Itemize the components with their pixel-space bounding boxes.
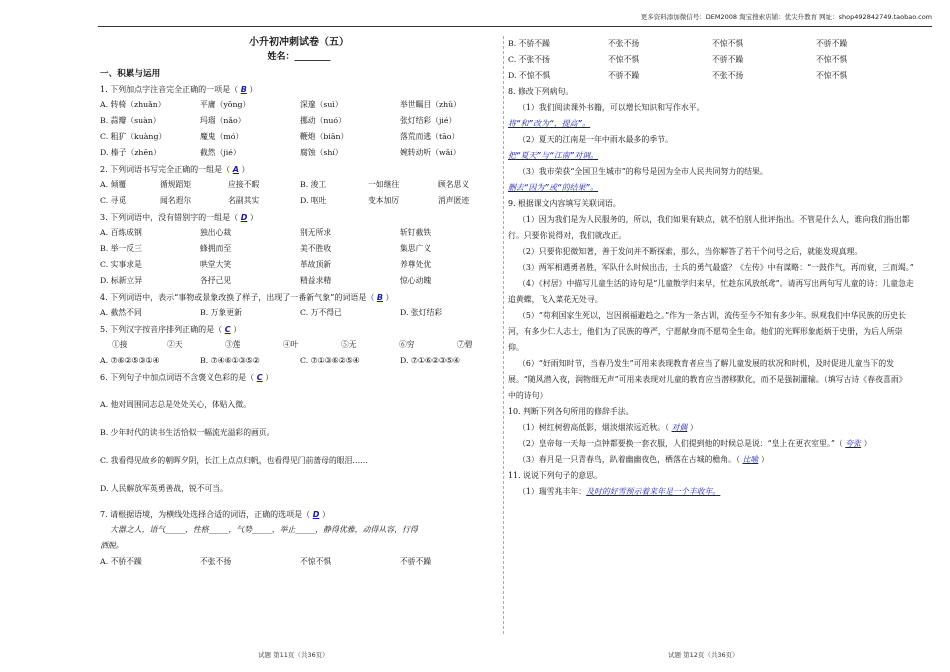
q10-item-2: （2）皇帝每一天每一点钟都要换一套衣服，人们提到他的时候总是说：“皇上在更衣室里。”（ 夸张 ） [518, 439, 872, 448]
right-column [508, 36, 914, 500]
question-8: 8. 修改下列病句。 [508, 87, 574, 96]
left-footer: 试题 第11页（共36页） [258, 651, 329, 659]
q7-option-a: A. 不骄不躁 不张不扬 不惊不惧 不骄不躁 [100, 557, 432, 566]
q6-option-d: D. 人民解放军英勇善战，锐不可当。 [100, 484, 228, 493]
q9-item-3: （3）两军相遇勇者胜，军队什么时候出击，士兵的勇气最盛？《左传》中有谋略：“一鼓作气，再而衰，三而竭。” [518, 263, 914, 272]
q11-item-1: （1）瑞雪兆丰年：及时的好雪预示着来年是一个丰收年。 [518, 487, 721, 496]
left-column [100, 36, 498, 570]
page-title: 小升初冲刺试卷（五） [249, 37, 349, 48]
column-divider [503, 36, 504, 634]
question-4: 4. 下列词语中，表示“事物或景象改换了样子，出现了一番新气象”的词语是（ B ） [100, 293, 394, 302]
name-field-label: 姓名：________ [267, 52, 331, 62]
q9-item-4: （4）《村居》中描写儿童生活的诗句是“儿童散学归来早，忙趁东风放纸鸢”。请再写出两句写儿童的诗：儿童急走追黄蝶，飞入菜花无处寻。 [508, 279, 914, 304]
q6-option-b: B. 少年时代的读书生活恰似一幅流光溢彩的画页。 [100, 428, 275, 437]
question-7: 7. 请根据语境，为横线处选择合适的词语，正确的选项是（ D ） [100, 510, 330, 519]
answer: 夸张 [845, 439, 862, 448]
answer: 对偶 [671, 423, 688, 432]
q5-options: A. ⑦⑥②⑤③①④ B. ⑦④⑥①③⑤② C. ⑦①③⑥②⑤④ D. ⑦①⑥②③⑤④ [100, 356, 460, 365]
section-heading: 一、积累与运用 [100, 69, 161, 79]
q5-characters: ①接 ②天 ③莲 ④叶 ⑤无 ⑥穷 ⑦碧 [112, 340, 473, 349]
q10-item-3: （3）春月是一只青春鸟，趴着幽幽夜色，栖落在古城的檐角。（ 比喻 ） [518, 455, 769, 464]
q8-sentence-1: （1）我们阅读课外书籍，可以增长知识和写作水平。 [518, 103, 705, 112]
question-2: 2. 下列词语书写完全正确的一组是（ A ） [100, 165, 250, 174]
question-5: 5. 下列汉字按音序排列正确的是（ C ） [100, 325, 242, 334]
q9-item-5: （5）“苟利国家生死以，岂因祸福避趋之。”作为一条古训，流传至今不知有多少年。纵观我们中华民族的历史长河，有多少仁人志士，他们为了民族的尊严，宁愿献身而不愿苟全生命。他们的光辉形象彪炳于史册，为后人所崇仰。 [508, 311, 906, 352]
answer: 及时的好雪预示着来年是一个丰收年。 [586, 487, 721, 496]
answer: 比喻 [742, 455, 759, 464]
q6-option-a: A. 他对周围同志总是处处关心，体贴入微。 [100, 400, 251, 409]
question-1: 1. 下列加点字注音完全正确的一项是（ B ） [100, 85, 258, 94]
answer: C [224, 325, 231, 334]
q6-option-c: C. 我看得见故乡的朝晖夕阴，长江上点点归帆，也看得见门前蔷母的眼泪…… [100, 456, 368, 465]
q9-item-1: （1）因为我们是为人民服务的，所以，我们如果有缺点，就不怕别人批评指出。不管是什么人，谁向我们指出都行。只要你说得对，我们就改正。 [508, 215, 910, 240]
question-6: 6. 下列句子中加点词语不含褒义色彩的是（ C ） [100, 373, 274, 382]
answer: A [232, 165, 239, 174]
q8-answer-3: 删去“因为”或“的结果”。 [508, 183, 599, 192]
answer: D [312, 510, 320, 519]
q7-passage-line1: 大器之人，语气_____，性格_____，气势_____，举止_____，静得优雅，动得从容，行得 [110, 525, 418, 534]
question-9: 9. 根据课文内容填写关联词语。 [508, 199, 621, 208]
answer: D [240, 213, 248, 222]
question-3: 3. 下列词语中，没有错别字的一组是（ D ） [100, 213, 258, 222]
q7-options-continued: B. 不骄不躁 不张不扬 不惊不惧 不骄不躁 C. 不张不扬 不惊不惧 不骄不躁 不惊不惧 D. 不惊不惧 不骄不躁 不张不扬 不惊不惧 [508, 39, 848, 80]
q7-passage-line2: 洒脱。 [100, 541, 124, 550]
q9-item-2: （2）只要你犯微知著，善于发问并不断探索，那么，当你解答了若干个问号之后，就能发现真理。 [518, 247, 863, 256]
q10-item-1: （1）树红树碧高低影，烟淡烟浓远近秋。（ 对偶 ） [518, 423, 698, 432]
answer: B [376, 293, 384, 302]
q8-sentence-2: （2）夏天的江南是一年中雨水最多的季节。 [518, 135, 673, 144]
q3-options: A. 百炼成钢 独出心裁 别无所求 斩钉截铁 B. 举一反三 蜂拥而至 美不胜收 集思广义 C. 实事求是 哄堂大笑 革故顶新 养尊处优 D. 标新立异 各抒己见 精益求精 惊心动魄 [100, 228, 432, 285]
q8-sentence-3: （3）我市荣获“全国卫生城市”的称号是因为全市人民共同努力的结果。 [518, 167, 768, 176]
q1-options: A. 转椅（zhuǎn） 平庸（yōng） 深邃（suì） 举世瞩目（zhǔ） B. 蒜瓣（suàn） 玛瑙（nǎo） 挪动（nuó） 张灯结彩（jié） C. 粗犷（kuàng） 魔鬼（mó） 鞭炮（biān） 落荒而逃（tāo） D. 榛子（zhēn） 截然（jié） 腐蚀（shí） 婉转动听（wǎi） [100, 100, 461, 157]
right-footer: 试题 第12页（共36页） [668, 651, 739, 659]
q8-answer-2: 把“夏天”与“江南”对调。 [508, 151, 599, 160]
question-11: 11. 说说下列句子的意思。 [508, 471, 602, 480]
q4-options: A. 截然不同 B. 万象更新 C. 万不得已 D. 张灯结彩 [100, 308, 443, 317]
header-note: 更多资料添加微信号：DEM2008 淘宝搜索店铺：优尖升教育 网址：shop492842749.taobao.com [640, 13, 932, 21]
q9-item-6: （6）“好雨知时节，当春乃发生”可用来表现教育者应当了解儿童发展的状况和时机，及时促进儿童当下的发展。“随风潜入夜，润物细无声”可用来表现对儿童的教育应当潜移默化，而不是强制灌输。（填写古诗《春夜喜雨》中的诗句） [508, 359, 907, 400]
question-10: 10. 判断下列各句所用的修辞手法。 [508, 407, 634, 416]
answer: C [256, 373, 263, 382]
q8-answer-1: 将“和”改为“，提高”。 [508, 119, 591, 128]
answer: B [240, 85, 247, 94]
header-rule [98, 26, 932, 27]
q2-options: A. 倾覆 循规蹈矩 应接不暇 B. 浚工 一如继往 顾名思义 C. 寻觅 闻名遐尔 名副其实 D. 呕吐 变本加厉 消声匿迹 [100, 180, 470, 205]
